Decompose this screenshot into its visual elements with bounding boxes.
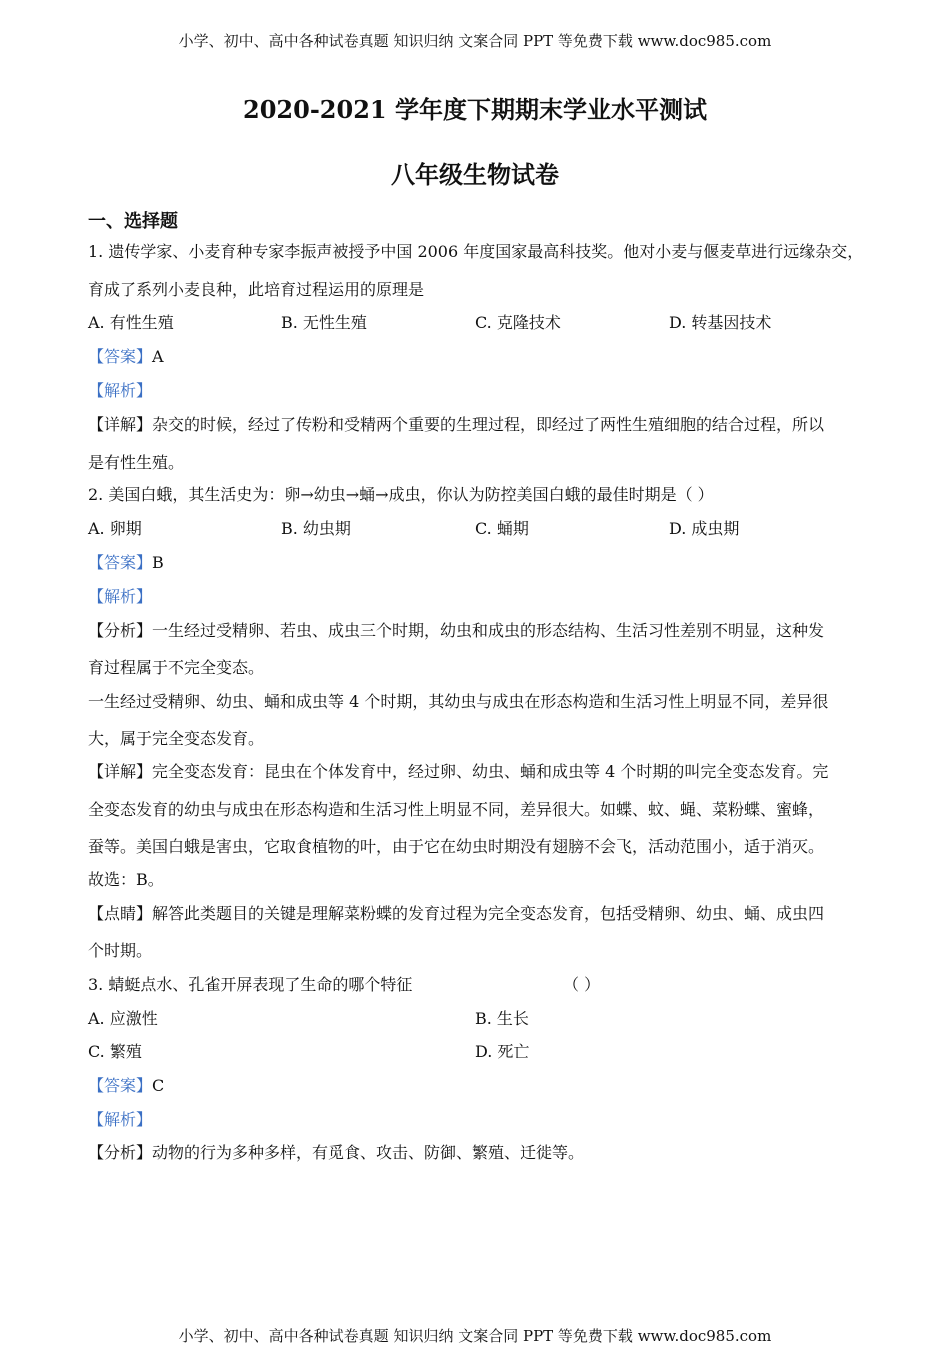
- q2-detail-line2: 全变态发育的幼虫与成虫在形态构造和生活习性上明显不同，差异很大。如蝶、蚊、蝇、菜粉蝶、蜜蜂，: [88, 800, 825, 819]
- page-header: 小学、初中、高中各种试卷真题 知识归纳 文案合同 PPT 等免费下载 www.doc985.com: [178, 32, 772, 50]
- q3-fenxi-tag: 【分析】: [88, 1143, 153, 1162]
- q3-option-b: B. 生长: [475, 1009, 529, 1028]
- q1-answer: [88, 347, 164, 367]
- q2-option-b: B. 幼虫期: [281, 519, 351, 538]
- q3-option-c: C. 繁殖: [88, 1042, 142, 1061]
- q2-answer: [88, 553, 164, 573]
- q2-option-d: D. 成虫期: [669, 519, 740, 538]
- q3-answer-tag: 【答案】: [88, 1076, 153, 1095]
- q2-dianjing-tag: 【点睛】: [88, 904, 153, 923]
- q2-text: 2. 美国白蛾，其生活史为：卵→幼虫→蛹→成虫，你认为防控美国白蛾的最佳时期是（ ）: [88, 485, 714, 504]
- q1-option-a: A. 有性生殖: [88, 313, 174, 332]
- q3-option-a: A. 应激性: [88, 1009, 158, 1028]
- q2-detail-line3: 蚕等。美国白蛾是害虫，它取食植物的叶，由于它在幼虫时期没有翅膀不会飞，活动范围小，适于消灭。: [88, 837, 825, 856]
- q3-answer-paren: （ ）: [563, 975, 601, 994]
- q1-detail-line2: 是有性生殖。: [88, 453, 185, 472]
- q2-option-c: C. 蛹期: [475, 519, 529, 538]
- q2-fenxi-tag: 【分析】: [88, 621, 153, 640]
- q1-analysis-tag: 【解析】: [88, 381, 153, 400]
- q2-dianjing-line1: 【点睛】解答此类题目的关键是理解菜粉蝶的发育过程为完全变态发育，包括受精卵、幼虫、蛹、成虫四: [88, 904, 825, 923]
- q1-text-line2: 育成了系列小麦良种，此培育过程运用的原理是: [88, 280, 425, 299]
- q1-answer-tag: 【答案】: [88, 347, 153, 366]
- q2-answer-value: B: [152, 553, 164, 572]
- q2-analysis-tag: 【解析】: [88, 587, 153, 606]
- q1-option-b: B. 无性生殖: [281, 313, 367, 332]
- section-heading: 一、选择题: [88, 211, 178, 232]
- q2-answer-tag: 【答案】: [88, 553, 153, 572]
- q2-fenxi-line3: 一生经过受精卵、幼虫、蛹和成虫等 4 个时期，其幼虫与成虫在形态构造和生活习性上明显不同，差异很: [88, 692, 829, 711]
- q2-fenxi-line1: 【分析】一生经过受精卵、若虫、成虫三个时期，幼虫和成虫的形态结构、生活习性差别不明显，这种发: [88, 621, 825, 640]
- q2-fenxi-line2: 育过程属于不完全变态。: [88, 658, 265, 677]
- exam-subtitle: 八年级生物试卷: [391, 160, 559, 189]
- q1-answer-value: A: [152, 347, 164, 366]
- q1-option-d: D. 转基因技术: [669, 313, 772, 332]
- q1-detail-tag: 【详解】: [88, 415, 153, 434]
- q1-text-line1: 1. 遗传学家、小麦育种专家李振声被授予中国 2006 年度国家最高科技奖。他对小麦与偃麦草进行远缘杂交，: [88, 242, 864, 261]
- q1-detail-line1: 【详解】杂交的时候，经过了传粉和受精两个重要的生理过程，即经过了两性生殖细胞的结合过程，所以: [88, 415, 825, 434]
- q1-option-c: C. 克隆技术: [475, 313, 561, 332]
- q3-option-d: D. 死亡: [475, 1042, 530, 1061]
- page-footer: 小学、初中、高中各种试卷真题 知识归纳 文案合同 PPT 等免费下载 www.doc985.com: [178, 1327, 772, 1345]
- q2-fenxi-line4: 大，属于完全变态发育。: [88, 729, 265, 748]
- q3-answer-value: C: [152, 1076, 165, 1095]
- q2-option-a: A. 卵期: [88, 519, 142, 538]
- q2-detail-line1: 【详解】完全变态发育：昆虫在个体发育中，经过卵、幼虫、蛹和成虫等 4 个时期的叫完全变态发育。完: [88, 762, 829, 781]
- q2-dianjing-line2: 个时期。: [88, 941, 153, 960]
- exam-title: 2020-2021 学年度下期期末学业水平测试: [243, 95, 707, 124]
- q3-fenxi-line1: 【分析】动物的行为多种多样，有觅食、攻击、防御、繁殖、迁徙等。: [88, 1143, 585, 1162]
- q3-analysis-tag: 【解析】: [88, 1110, 153, 1129]
- q3-answer: [88, 1076, 164, 1096]
- q2-detail-line4: 故选：B。: [88, 870, 164, 889]
- q3-text: 3. 蜻蜓点水、孔雀开屏表现了生命的哪个特征: [88, 975, 413, 994]
- q2-detail-tag: 【详解】: [88, 762, 153, 781]
